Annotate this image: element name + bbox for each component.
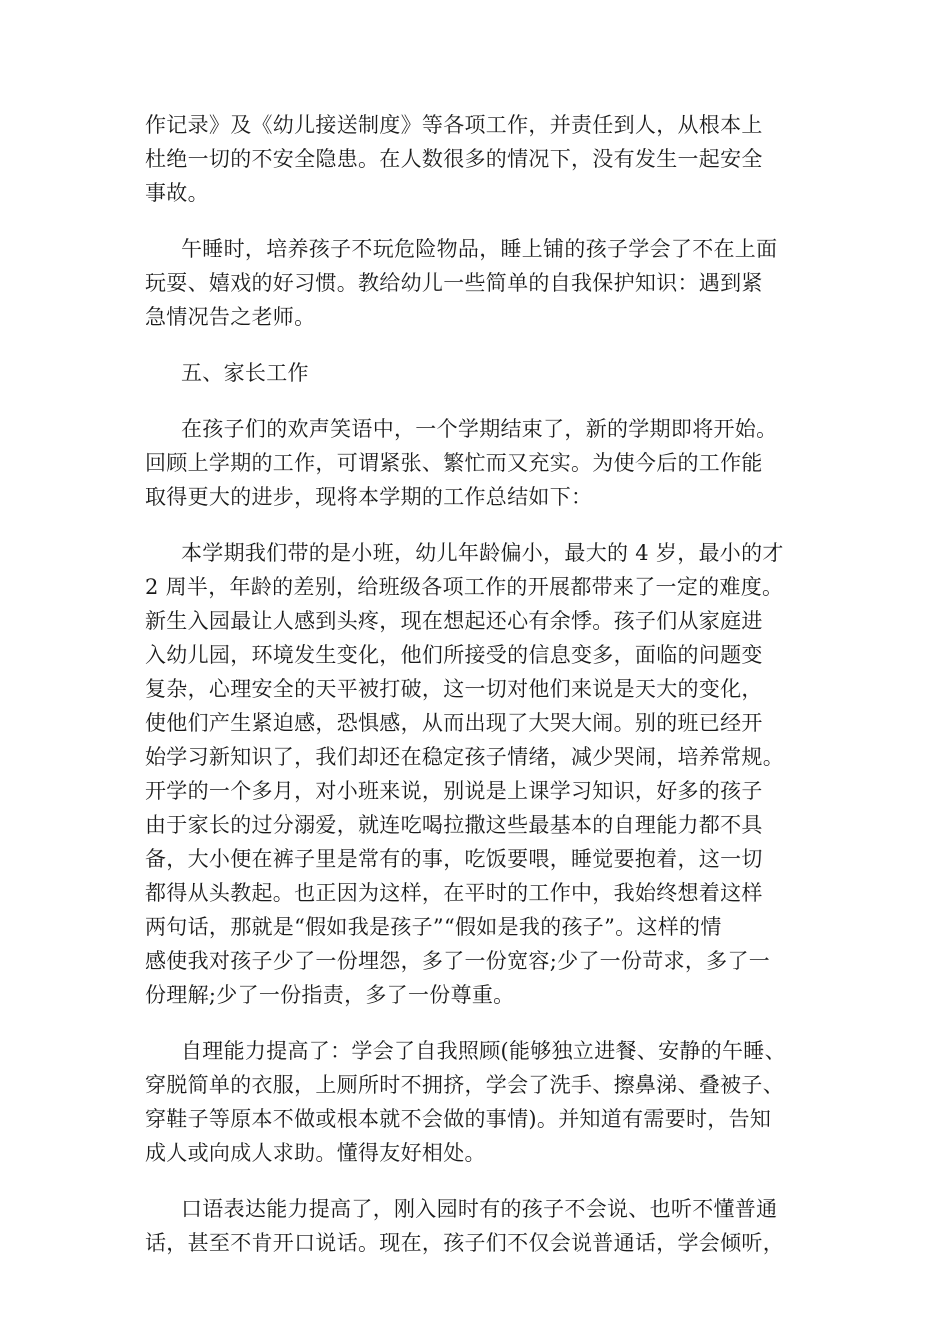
text-line: 杜绝一切的不安全隐患。在人数很多的情况下，没有发生一起安全 <box>145 147 763 171</box>
text-line: 午睡时，培养孩子不玩危险物品，睡上铺的孩子学会了不在上面 <box>181 237 778 261</box>
text-line: 口语表达能力提高了，刚入园时有的孩子不会说、也听不懂普通 <box>181 1197 778 1221</box>
text-line: 开学的一个多月，对小班来说，别说是上课学习知识，好多的孩子 <box>145 779 763 803</box>
section-heading: 五、家长工作 <box>181 361 309 385</box>
text-line: 急情况告之老师。 <box>145 305 316 329</box>
paragraph-class-overview <box>145 536 815 1012</box>
text-line: 感使我对孩子少了一份埋怨，多了一份宽容;少了一份苛求，多了一 <box>145 949 771 973</box>
text-line: 复杂，心理安全的天平被打破，这一切对他们来说是天大的变化， <box>145 677 763 701</box>
paragraph-self-care <box>145 1034 815 1170</box>
text-line: 回顾上学期的工作，可谓紧张、繁忙而又充实。为使今后的工作能 <box>145 451 763 475</box>
paragraph-safety-records <box>145 108 815 210</box>
text-line: 由于家长的过分溺爱，就连吃喝拉撒这些最基本的自理能力都不具 <box>145 813 763 837</box>
text-line: 始学习新知识了，我们却还在稳定孩子情绪，减少哭闹，培养常规。 <box>145 745 784 769</box>
text-line: 自理能力提高了：学会了自我照顾(能够独立进餐、安静的午睡、 <box>181 1039 786 1063</box>
text-line: 本学期我们带的是小班，幼儿年龄偏小，最大的 4 岁，最小的才 <box>181 541 784 565</box>
text-line: 在孩子们的欢声笑语中，一个学期结束了，新的学期即将开始。 <box>181 417 778 441</box>
text-line: 备，大小便在裤子里是常有的事，吃饭要喂，睡觉要抱着，这一切 <box>145 847 763 871</box>
text-line: 使他们产生紧迫感，恐惧感，从而出现了大哭大闹。别的班已经开 <box>145 711 763 735</box>
paragraph-semester-intro <box>145 412 815 514</box>
section-heading-parent-work <box>145 356 815 390</box>
paragraph-nap-safety <box>145 232 815 334</box>
text-line: 话，甚至不肯开口说话。现在，孩子们不仅会说普通话，学会倾听， <box>145 1231 784 1255</box>
text-line: 玩耍、嬉戏的好习惯。教给幼儿一些简单的自我保护知识：遇到紧 <box>145 271 763 295</box>
paragraph-oral-expression <box>145 1192 815 1260</box>
text-line: 穿鞋子等原本不做或根本就不会做的事情)。并知道有需要时，告知 <box>145 1107 772 1131</box>
text-line: 份理解;少了一份指责，多了一份尊重。 <box>145 983 515 1007</box>
text-line: 作记录》及《幼儿接送制度》等各项工作，并责任到人，从根本上 <box>145 113 763 137</box>
text-line: 新生入园最让人感到头疼，现在想起还心有余悸。孩子们从家庭进 <box>145 609 763 633</box>
text-line: 穿脱简单的衣服，上厕所时不拥挤，学会了洗手、擦鼻涕、叠被子、 <box>145 1073 784 1097</box>
document-page <box>145 108 815 1282</box>
text-line: 2 周半，年龄的差别，给班级各项工作的开展都带来了一定的难度。 <box>145 575 784 599</box>
text-line: 两句话，那就是“假如我是孩子”“假如是我的孩子”。这样的情 <box>145 915 722 939</box>
text-line: 都得从头教起。也正因为这样，在平时的工作中，我始终想着这样 <box>145 881 763 905</box>
text-line: 入幼儿园，环境发生变化，他们所接受的信息变多，面临的问题变 <box>145 643 763 667</box>
text-line: 取得更大的进步，现将本学期的工作总结如下： <box>145 485 593 509</box>
text-line: 成人或向成人求助。懂得友好相处。 <box>145 1141 486 1165</box>
text-line: 事故。 <box>145 181 209 205</box>
